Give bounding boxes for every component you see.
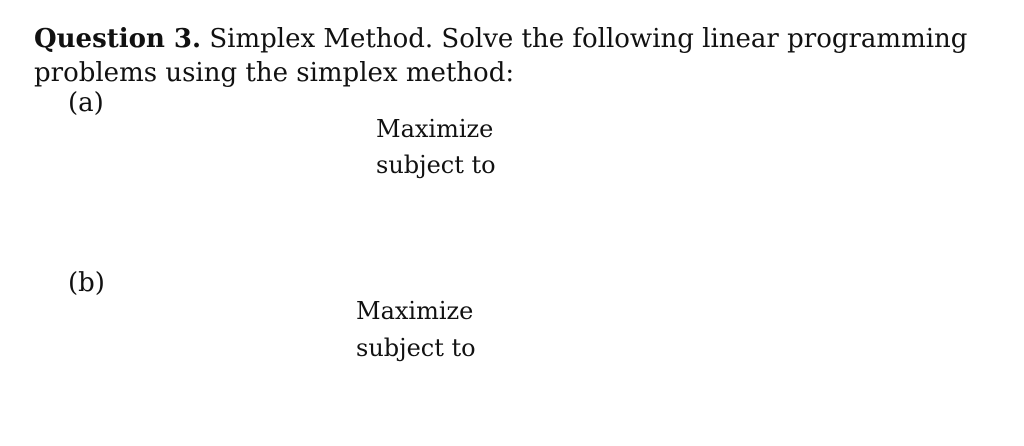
part-b-subject-to-label: subject to [356,334,476,362]
question-statement [34,22,1019,90]
part-a-subject-to-label: subject to [376,151,496,179]
question-text: Simplex Method. Solve the following linear programming problems using the simplex method: [34,24,968,88]
part-a-label: (a) [68,88,104,118]
question-heading: Question 3. [34,24,202,54]
part-a-maximize-label: Maximize [376,115,494,143]
part-b-label: (b) [68,268,105,298]
part-b-maximize-label: Maximize [356,297,474,325]
